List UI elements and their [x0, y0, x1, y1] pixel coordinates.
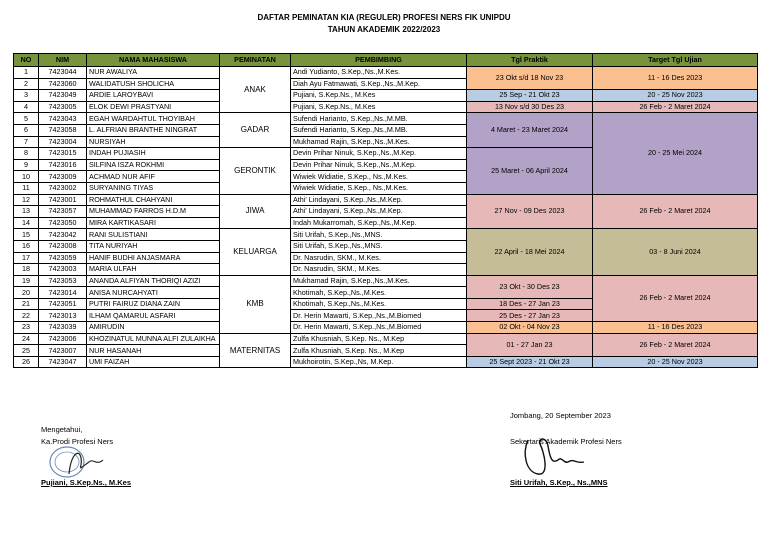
row-no: 10 [14, 171, 39, 183]
row-no: 6 [14, 124, 39, 136]
header-target-ujian: Target Tgl Ujian [593, 54, 758, 67]
row-no: 11 [14, 182, 39, 194]
row-tgl-praktik: 01 - 27 Jan 23 [467, 333, 593, 356]
row-nim: 7423050 [39, 217, 87, 229]
footer-left-name: Pujiani, S.Kep.Ns., M.Kes [41, 478, 132, 487]
row-nim: 7423014 [39, 287, 87, 299]
row-tgl-praktik: 22 April - 18 Mei 2024 [467, 229, 593, 275]
row-pembimbing: Dr. Nasrudin, SKM., M.Kes. [291, 264, 467, 276]
row-no: 12 [14, 194, 39, 206]
row-no: 22 [14, 310, 39, 322]
row-tgl-praktik: 25 Maret - 06 April 2024 [467, 148, 593, 194]
row-nim: 7423060 [39, 78, 87, 90]
header-nama: NAMA MAHASISWA [87, 54, 220, 67]
row-nama: MIRA KARTIKASARI [87, 217, 220, 229]
table-row [14, 90, 758, 102]
table-row [14, 194, 758, 206]
row-nama: KHOZINATUL MUNNA ALFI ZULAIKHA [87, 333, 220, 345]
row-no: 2 [14, 78, 39, 90]
row-pembimbing: Siti Urifah, S.Kep.,Ns.,MNS. [291, 240, 467, 252]
row-tgl-praktik: 4 Maret - 23 Maret 2024 [467, 113, 593, 148]
row-pembimbing: Andi Yudianto, S.Kep.,Ns.,M.Kes. [291, 67, 467, 79]
table-header-row [14, 54, 758, 67]
row-nama: WALIDATUSH SHOLICHA [87, 78, 220, 90]
row-nama: NUR AWALIYA [87, 67, 220, 79]
row-no: 16 [14, 240, 39, 252]
footer-left-role: Ka.Prodi Profesi Ners [41, 437, 114, 446]
table-row [14, 322, 758, 334]
row-pembimbing: Pujiani, S.Kep.Ns., M.Kes [291, 90, 467, 102]
row-nama: SURYANING TIYAS [87, 182, 220, 194]
row-pembimbing: Wiwiek Widiatie, S.Kep., Ns.,M.Kes. [291, 171, 467, 183]
stamp-and-signature-left [45, 444, 105, 480]
row-tgl-praktik: 27 Nov - 09 Des 2023 [467, 194, 593, 229]
row-peminatan: JIWA [220, 194, 291, 229]
row-target-ujian: 26 Feb - 2 Maret 2024 [593, 333, 758, 356]
row-nim: 7423053 [39, 275, 87, 287]
row-nama: ELOK DEWI PRASTYANI [87, 101, 220, 113]
footer-date: Jombang, 20 September 2023 [510, 411, 611, 420]
row-nim: 7423047 [39, 356, 87, 368]
row-nama: ARDIE LAROYBAVI [87, 90, 220, 102]
row-nama: RANI SULISTIANI [87, 229, 220, 241]
row-nim: 7423049 [39, 90, 87, 102]
row-nama: NURSIYAH [87, 136, 220, 148]
row-no: 19 [14, 275, 39, 287]
table-row [14, 229, 758, 241]
row-nim: 7423043 [39, 113, 87, 125]
row-pembimbing: Khotimah, S.Kep.,Ns.,M.Kes. [291, 298, 467, 310]
row-nim: 7423059 [39, 252, 87, 264]
row-pembimbing: Dr. Herin Mawarti, S.Kep.,Ns.,M.Biomed [291, 322, 467, 334]
row-target-ujian: 26 Feb - 2 Maret 2024 [593, 101, 758, 113]
table-row [14, 101, 758, 113]
header-pembimbing: PEMBIMBING [291, 54, 467, 67]
row-pembimbing: Pujiani, S.Kep.Ns., M.Kes [291, 101, 467, 113]
document-title: DAFTAR PEMINATAN KIA (REGULER) PROFESI NERS FIK UNIPDU [257, 13, 511, 22]
row-no: 15 [14, 229, 39, 241]
row-nama: MUHAMMAD FARROS H.D.M [87, 206, 220, 218]
row-no: 5 [14, 113, 39, 125]
header-peminatan: PEMINATAN [220, 54, 291, 67]
footer-mengetahui: Mengetahui, [41, 425, 83, 434]
row-no: 7 [14, 136, 39, 148]
row-nim: 7423039 [39, 322, 87, 334]
row-target-ujian: 20 - 25 Nov 2023 [593, 356, 758, 368]
row-pembimbing: Siti Urifah, S.Kep.,Ns.,MNS. [291, 229, 467, 241]
signature-right [520, 434, 590, 479]
footer-right-role: Sekertaris Akademik Profesi Ners [510, 437, 622, 446]
row-nama: PUTRI FAIRUZ DIANA ZAIN [87, 298, 220, 310]
row-nim: 7423013 [39, 310, 87, 322]
row-nim: 7423058 [39, 124, 87, 136]
row-nim: 7423007 [39, 345, 87, 357]
row-pembimbing: Devin Prihar Ninuk, S.Kep.,Ns.,M.Kep. [291, 148, 467, 160]
table-row [14, 67, 758, 79]
header-no: NO [14, 54, 39, 67]
header-tgl-praktik: Tgl Praktik [467, 54, 593, 67]
table-row [14, 275, 758, 287]
row-peminatan: MATERNITAS [220, 333, 291, 368]
row-no: 24 [14, 333, 39, 345]
row-nim: 7423051 [39, 298, 87, 310]
row-peminatan: GERONTIK [220, 148, 291, 194]
row-no: 26 [14, 356, 39, 368]
row-nama: ACHMAD NUR AFIF [87, 171, 220, 183]
row-no: 3 [14, 90, 39, 102]
row-nim: 7423044 [39, 67, 87, 79]
row-no: 13 [14, 206, 39, 218]
row-nim: 7423009 [39, 171, 87, 183]
row-target-ujian: 26 Feb - 2 Maret 2024 [593, 275, 758, 321]
row-pembimbing: Indah Mukarromah, S.Kep.,Ns.,M.Kep. [291, 217, 467, 229]
row-pembimbing: Wiwiek Widiatie, S.Kep., Ns.,M.Kes. [291, 182, 467, 194]
row-pembimbing: Zulfa Khusniah, S.Kep. Ns., M.Kep [291, 333, 467, 345]
row-nim: 7423005 [39, 101, 87, 113]
row-tgl-praktik: 18 Des - 27 Jan 23 [467, 298, 593, 310]
table-row [14, 333, 758, 345]
row-nama: TITA NURIYAH [87, 240, 220, 252]
row-nim: 7423042 [39, 229, 87, 241]
row-pembimbing: Dr. Nasrudin, SKM., M.Kes. [291, 252, 467, 264]
row-no: 9 [14, 159, 39, 171]
row-pembimbing: Mukhoirotin, S.Kep.,Ns, M.Kep. [291, 356, 467, 368]
row-no: 21 [14, 298, 39, 310]
row-nim: 7423001 [39, 194, 87, 206]
row-no: 1 [14, 67, 39, 79]
footer-right-name: Siti Urifah, S.Kep., Ns.,MNS [510, 478, 608, 487]
row-nama: UMI FAIZAH [87, 356, 220, 368]
table-row [14, 356, 758, 368]
document-subtitle: TAHUN AKADEMIK 2022/2023 [327, 25, 441, 34]
row-peminatan: GADAR [220, 113, 291, 148]
row-nama: ANANDA ALFIYAN THORIQI AZIZI [87, 275, 220, 287]
row-nama: L. ALFRIAN BRANTHE NINGRAT [87, 124, 220, 136]
row-nama: ROHMATHUL CHAHYANI [87, 194, 220, 206]
row-nama: ANISA NURCAHYATI [87, 287, 220, 299]
row-target-ujian: 11 - 16 Des 2023 [593, 322, 758, 334]
row-tgl-praktik: 25 Des - 27 Jan 23 [467, 310, 593, 322]
row-tgl-praktik: 23 Okt s/d 18 Nov 23 [467, 67, 593, 90]
row-target-ujian: 03 - 8 Juni 2024 [593, 229, 758, 275]
row-peminatan: ANAK [220, 67, 291, 113]
row-nim: 7423006 [39, 333, 87, 345]
row-pembimbing: Khotimah, S.Kep.,Ns.,M.Kes. [291, 287, 467, 299]
row-nama: ILHAM QAMARUL ASFARI [87, 310, 220, 322]
row-tgl-praktik: 13 Nov s/d 30 Des 23 [467, 101, 593, 113]
row-nim: 7423003 [39, 264, 87, 276]
row-pembimbing: Dr. Herin Mawarti, S.Kep.,Ns.,M.Biomed [291, 310, 467, 322]
row-no: 20 [14, 287, 39, 299]
header-nim: NIM [39, 54, 87, 67]
row-target-ujian: 26 Feb - 2 Maret 2024 [593, 194, 758, 229]
peminatan-table [13, 53, 758, 368]
row-target-ujian: 11 - 16 Des 2023 [593, 67, 758, 90]
row-nim: 7423016 [39, 159, 87, 171]
row-peminatan: KELUARGA [220, 229, 291, 275]
row-no: 18 [14, 264, 39, 276]
row-peminatan: KMB [220, 275, 291, 333]
row-nim: 7423008 [39, 240, 87, 252]
row-pembimbing: Sufendi Harianto, S.Kep.,Ns.,M.MB. [291, 113, 467, 125]
row-pembimbing: Athi' Lindayani, S.Kep.,Ns.,M.Kep. [291, 194, 467, 206]
row-pembimbing: Diah Ayu Fatmawati, S.Kep.,Ns.,M.Kep. [291, 78, 467, 90]
row-nama: INDAH PUJIASIH [87, 148, 220, 160]
row-nim: 7423015 [39, 148, 87, 160]
row-pembimbing: Devin Prihar Ninuk, S.Kep.,Ns.,M.Kep. [291, 159, 467, 171]
row-target-ujian: 20 - 25 Nov 2023 [593, 90, 758, 102]
row-no: 4 [14, 101, 39, 113]
row-tgl-praktik: 02 Okt - 04 Nov 23 [467, 322, 593, 334]
row-tgl-praktik: 23 Okt - 30 Des 23 [467, 275, 593, 298]
row-nama: AMIRUDIN [87, 322, 220, 334]
row-target-ujian: 20 - 25 Mei 2024 [593, 113, 758, 194]
row-no: 8 [14, 148, 39, 160]
row-pembimbing: Zulfa Khusniah, S.Kep. Ns., M.Kep [291, 345, 467, 357]
row-nim: 7423057 [39, 206, 87, 218]
row-tgl-praktik: 25 Sep - 21 Okt 23 [467, 90, 593, 102]
row-pembimbing: Mukhamad Rajin, S.Kep.,Ns.,M.Kes. [291, 275, 467, 287]
row-no: 23 [14, 322, 39, 334]
row-pembimbing: Sufendi Harianto, S.Kep.,Ns.,M.MB. [291, 124, 467, 136]
row-nim: 7423004 [39, 136, 87, 148]
row-tgl-praktik: 25 Sept 2023 - 21 Okt 23 [467, 356, 593, 368]
row-nama: EGAH WARDAHTUL THOYIBAH [87, 113, 220, 125]
row-nama: SILFINA ISZA ROKHMI [87, 159, 220, 171]
row-no: 25 [14, 345, 39, 357]
row-nama: MARIA ULFAH [87, 264, 220, 276]
row-nim: 7423002 [39, 182, 87, 194]
row-no: 14 [14, 217, 39, 229]
row-pembimbing: Athi' Lindayani, S.Kep.,Ns.,M.Kep. [291, 206, 467, 218]
row-nama: NUR HASANAH [87, 345, 220, 357]
table-row [14, 113, 758, 125]
row-nama: HANIF BUDHI ANJASMARA [87, 252, 220, 264]
row-no: 17 [14, 252, 39, 264]
row-pembimbing: Mukhamad Rajin, S.Kep.,Ns.,M.Kes. [291, 136, 467, 148]
